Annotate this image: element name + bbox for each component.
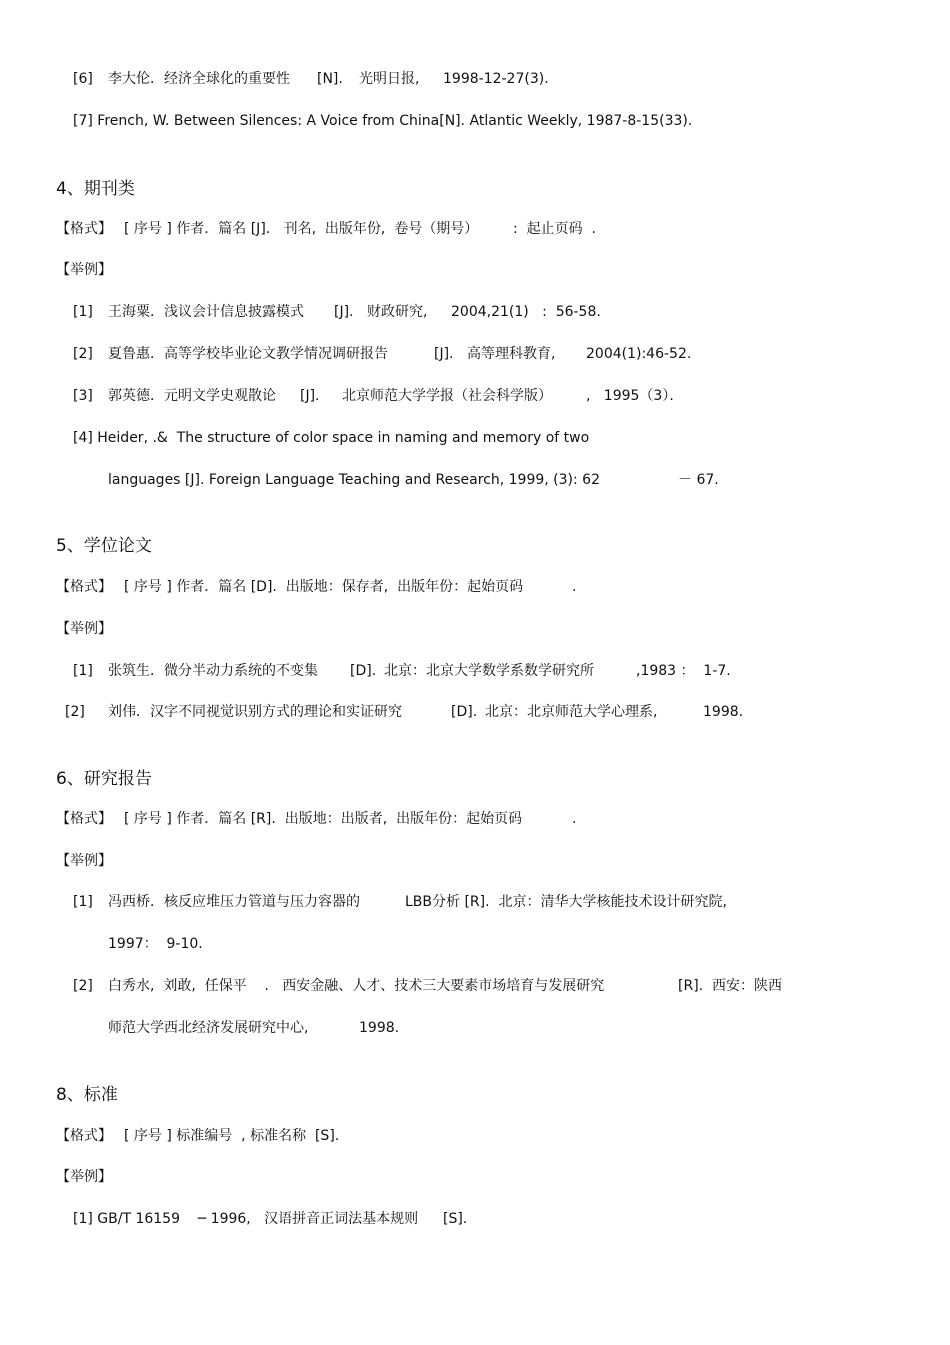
reference-newspaper-7 [0, 112, 693, 166]
example-label: 【举例】 [56, 1169, 112, 1185]
example-label: 【举例】 [56, 853, 112, 869]
ref-text: 师范大学西北经济发展研究中心, [108, 1020, 309, 1036]
ref-number: [1] [73, 894, 93, 910]
ref-volume: 2004(1):46-52. [586, 346, 692, 362]
ref-number: [1] [73, 304, 93, 320]
ref-tail: [S]. [443, 1211, 468, 1227]
format-tail: . [572, 811, 577, 827]
ref-text: [7] French, W. Between Silences: A Voice from China[N]. Atlantic Weekly, 1987-8-15(33). [73, 113, 693, 129]
ref-date: 1998-12-27(3). [443, 71, 549, 87]
ref-text: 王海粟．浅议会计信息披露模式 [108, 304, 304, 320]
ref-journal: 高等理科教育, [467, 346, 556, 362]
format-text: [ 序号 ] 作者．篇名 [R]. 出版地：出版者, 出版年份：起始页码 [124, 811, 523, 827]
format-tail: . [572, 579, 577, 595]
ref-tail: [R]. 西安：陕西 [678, 978, 783, 994]
ref-text: [4] Heider, .& The structure of color space in naming and memory of two [73, 430, 590, 446]
ref-place: 北京：北京大学数学系数学研究所 [384, 663, 594, 679]
ref-place: 北京：北京师范大学心理系, [485, 704, 658, 720]
ref-number: [1] [73, 663, 93, 679]
ref-number: [2] [65, 704, 85, 720]
format-text: [ 序号 ] 标准编号 , 标准名称 [S]. [124, 1128, 340, 1144]
ref-text: 1997： 9-10. [108, 936, 203, 952]
ref-volume: 2004,21(1) : 56-58. [451, 304, 601, 320]
ref-text: 白秀水, 刘敢, 任保平 . 西安金融、人才、技术三大要素市场培育与发展研究 [108, 978, 605, 994]
reference-periodical-4-continued [0, 471, 719, 543]
format-text: [ 序号 ] 作者．篇名 [D]. 出版地：保存者, 出版年份：起始页码 [124, 579, 524, 595]
ref-text: 夏鲁惠．高等学校毕业论文教学情况调研报告 [108, 346, 388, 362]
ref-pages: － 67. [678, 472, 719, 488]
section-title: 8、标准 [56, 1085, 118, 1105]
ref-type: [J]. [434, 346, 454, 362]
format-label: 【格式】 [56, 579, 112, 595]
ref-number: [6] [73, 71, 93, 87]
format-label: 【格式】 [56, 221, 112, 237]
ref-text: 冯西桥．核反应堆压力管道与压力容器的 [108, 894, 360, 910]
ref-text: 李大伦．经济全球化的重要性 [108, 71, 290, 87]
ref-type: [J]. [300, 388, 320, 404]
ref-journal: 北京师范大学学报（社会科学版） [342, 388, 552, 404]
example-label: 【举例】 [56, 621, 112, 637]
section-title: 4、期刊类 [56, 179, 135, 199]
section-title: 5、学位论文 [56, 536, 152, 556]
ref-text: 郭英德．元明文学史观散论 [108, 388, 276, 404]
ref-text: [1] GB/T 16159 ─ 1996, 汉语拼音正词法基本规则 [73, 1211, 419, 1227]
ref-tail: ,1983 ： 1-7. [636, 663, 731, 679]
format-tail: : 起止页码 . [513, 221, 596, 237]
ref-text: languages [J]. Foreign Language Teaching and Research, 1999, (3): 62 [108, 472, 600, 488]
ref-journal: 财政研究, [367, 304, 428, 320]
ref-tail: 1998. [703, 704, 744, 720]
ref-number: [2] [73, 346, 93, 362]
ref-type: [N]. [317, 71, 343, 87]
section-title: 6、研究报告 [56, 769, 152, 789]
reference-report-2-continued [0, 1019, 400, 1091]
ref-tail: 1998. [359, 1020, 400, 1036]
ref-text: 张筑生．微分半动力系统的不变集 [108, 663, 318, 679]
ref-volume: , 1995（3）． [586, 388, 684, 404]
format-label: 【格式】 [56, 811, 112, 827]
reference-standard-1 [0, 1210, 468, 1282]
example-label: 【举例】 [56, 262, 112, 278]
ref-number: [2] [73, 978, 93, 994]
ref-source: 光明日报, [359, 71, 420, 87]
format-label: 【格式】 [56, 1128, 112, 1144]
ref-number: [3] [73, 388, 93, 404]
ref-text: 刘伟．汉字不同视觉识别方式的理论和实证研究 [108, 704, 402, 720]
ref-type: [J]. [334, 304, 354, 320]
ref-tail: LBB分析 [R]. 北京：清华大学核能技术设计研究院, [405, 894, 727, 910]
format-text: [ 序号 ] 作者．篇名 [J]. 刊名, 出版年份, 卷号（期号） [124, 221, 479, 237]
ref-type: [D]. [350, 663, 377, 679]
ref-type: [D]. [451, 704, 478, 720]
